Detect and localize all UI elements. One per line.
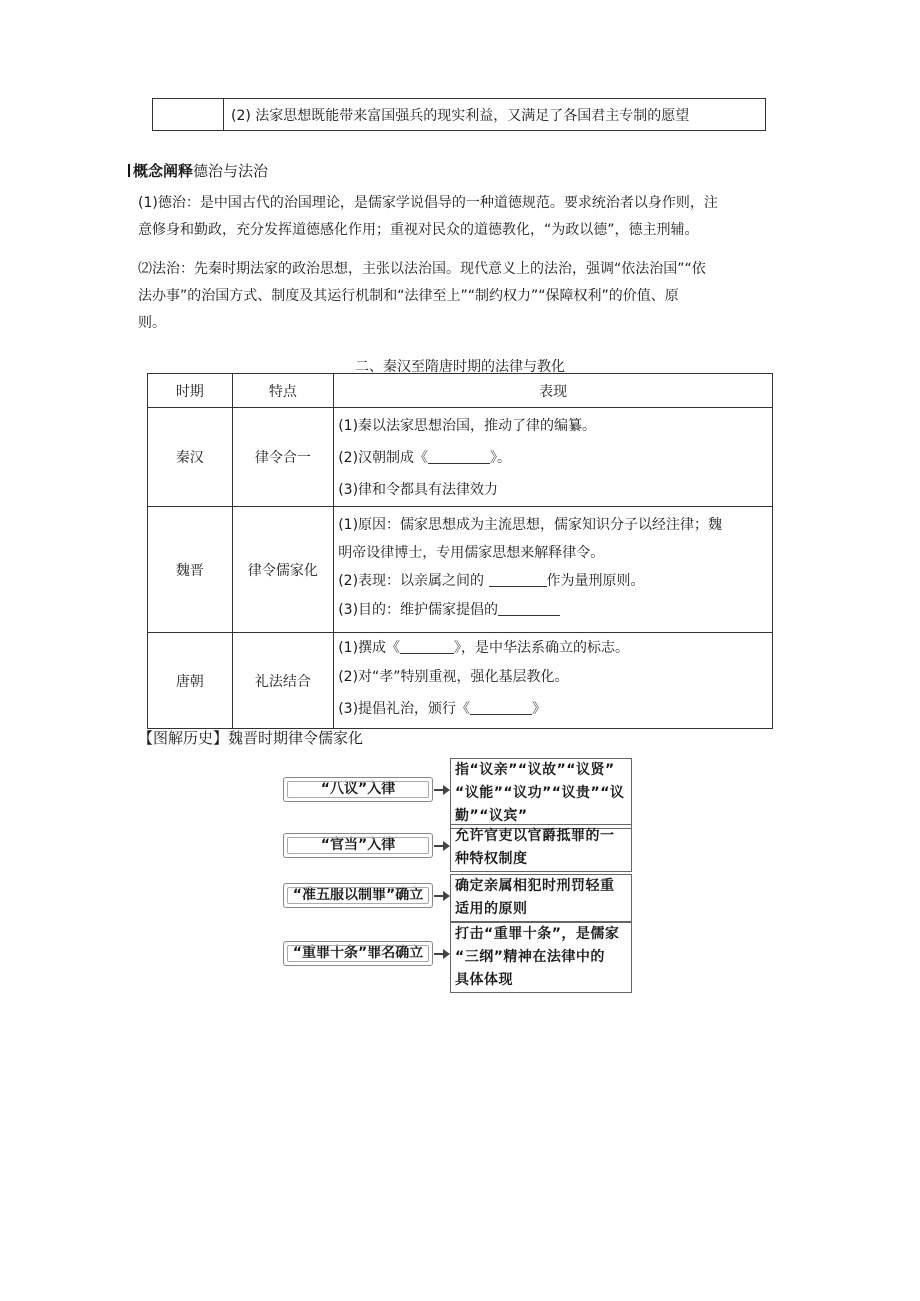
para-line: 意修身和勤政，充分发挥道德感化作用；重视对民众的道德教化，“为政以德”，德主刑辅。 xyxy=(138,222,699,238)
fill-blank[interactable] xyxy=(400,639,454,654)
concept-label: 概念阐释 xyxy=(133,162,194,180)
performance-cell xyxy=(334,408,773,507)
performance-cell xyxy=(334,633,773,729)
item-line: (2)对“孝”特别重视，强化基层教化。 xyxy=(338,669,569,685)
table-caption: 二、秦汉至隋唐时期的法律与教化 xyxy=(355,359,565,375)
section-bar-icon xyxy=(128,164,130,177)
box-line: 适用的原则 xyxy=(455,901,528,917)
feature-cell: 礼法结合 xyxy=(232,633,334,729)
box-line: 确定亲属相犯时刑罚轻重 xyxy=(455,878,615,894)
item-text: (3)提倡礼治，颁行《 xyxy=(338,701,471,717)
diagram-heading: 【图解历史】魏晋时期律令儒家化 xyxy=(138,729,364,747)
period-cell: 唐朝 xyxy=(148,633,233,729)
fill-blank[interactable] xyxy=(489,572,547,587)
para-line: 则。 xyxy=(138,315,166,331)
fill-blank[interactable] xyxy=(428,449,490,464)
header-period: 时期 xyxy=(148,374,233,408)
performance-cell xyxy=(334,507,773,633)
diagram-left-box: “官当”入律 xyxy=(283,833,433,858)
fill-blank[interactable] xyxy=(498,601,560,616)
concept-heading xyxy=(128,160,268,181)
item-line: (1)秦以法家思想治国，推动了律的编纂。 xyxy=(338,418,597,434)
concept-rule-of-law xyxy=(138,256,783,337)
arrow-right-icon xyxy=(434,895,448,897)
concept-rule-of-virtue xyxy=(138,190,783,244)
diagram-right-box xyxy=(450,874,632,922)
diagram-right-box xyxy=(450,824,632,872)
empty-cell xyxy=(153,99,224,130)
item-line xyxy=(338,597,768,623)
para-line: (1)德治：是中国古代的治国理论，是儒家学说倡导的一种道德规范。要求统治者以身作则，注 xyxy=(138,195,718,211)
item-text: (3)目的：维护儒家提倡的 xyxy=(338,602,499,618)
box-line: 种特权制度 xyxy=(455,851,528,867)
header-performance: 表现 xyxy=(334,374,773,408)
box-line: “议能”“议功”“议贵”“议 xyxy=(455,785,625,801)
diagram-left-box: “准五服以制罪”确立 xyxy=(283,883,433,908)
item-text: (1)撰成《 xyxy=(338,640,401,656)
table-row xyxy=(148,408,773,507)
item-text: 》，是中华法系确立的标志。 xyxy=(454,640,630,656)
item-text: (2)表现：以亲属之间的 xyxy=(338,573,485,589)
law-education-table xyxy=(147,373,773,729)
item-text: 》 xyxy=(532,701,547,717)
item-line xyxy=(338,565,768,597)
box-line: 打击“重罪十条”，是儒家 xyxy=(455,926,620,942)
item-line: (1)原因：儒家思想成为主流思想，儒家知识分子以经注律；魏 xyxy=(338,517,723,533)
box-line: “三纲”精神在法律中的 xyxy=(455,949,605,965)
arrow-right-icon xyxy=(434,953,448,955)
table-header-row xyxy=(148,374,773,408)
prev-table-fragment xyxy=(152,98,766,131)
item-line xyxy=(338,442,768,474)
item-line: (3)律和令都具有法律效力 xyxy=(338,482,499,498)
diagram-left-box: “八议”入律 xyxy=(283,777,433,802)
concept-title: 德治与法治 xyxy=(193,162,269,180)
item-text: 作为量刑原则。 xyxy=(546,573,645,589)
diagram-left-box: “重罪十条”罪名确立 xyxy=(283,941,433,966)
item-line xyxy=(338,635,768,661)
fill-blank[interactable] xyxy=(470,700,532,715)
box-line: 指“议亲”“议故”“议贤” xyxy=(455,762,615,778)
table-row xyxy=(148,507,773,633)
box-line: 具体体现 xyxy=(455,972,513,988)
para-line: 法办事”的治国方式、制度及其运行机制和“法律至上”“制约权力”“保障权利”的价值、原 xyxy=(138,288,679,304)
table-row xyxy=(148,633,773,729)
feature-cell: 律令合一 xyxy=(232,408,334,507)
arrow-right-icon xyxy=(434,789,448,791)
box-line: 勤”“议宾” xyxy=(455,808,528,824)
item-line xyxy=(338,693,768,725)
arrow-right-icon xyxy=(434,845,448,847)
period-cell: 魏晋 xyxy=(148,507,233,633)
item-text: 》。 xyxy=(490,450,512,466)
period-cell: 秦汉 xyxy=(148,408,233,507)
diagram-right-box xyxy=(450,758,632,829)
diagram-right-box xyxy=(450,922,632,993)
feature-cell: 律令儒家化 xyxy=(232,507,334,633)
prev-table-text: (2) 法家思想既能带来富国强兵的现实利益，又满足了各国君主专制的愿望 xyxy=(231,108,690,124)
box-line: 允许官吏以官爵抵罪的一 xyxy=(455,828,615,844)
item-line: 明帝设律博士，专用儒家思想来解释律令。 xyxy=(338,545,605,561)
para-line: ⑵法治：先秦时期法家的政治思想，主张以法治国。现代意义上的法治，强调“依法治国”“依 xyxy=(138,261,706,277)
header-feature: 特点 xyxy=(232,374,334,408)
item-text: (2)汉朝制成《 xyxy=(338,450,429,466)
